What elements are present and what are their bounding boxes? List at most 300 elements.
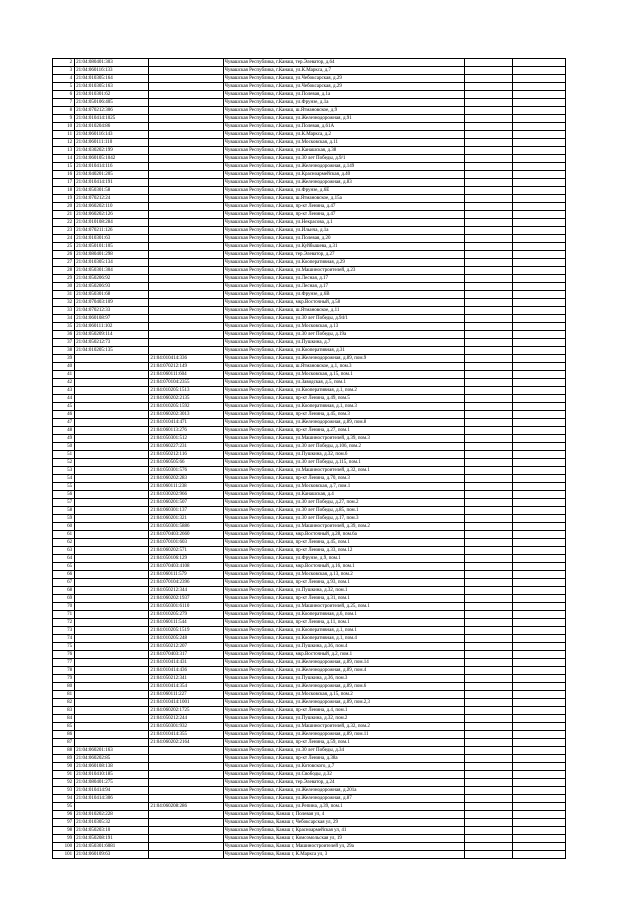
cadastral-number-land-cell bbox=[75, 395, 149, 403]
cadastral-number-land-cell: 21:04:060109:63 bbox=[75, 851, 149, 859]
table-row bbox=[53, 115, 566, 123]
cadastral-number-land-cell bbox=[75, 603, 149, 611]
table-row bbox=[53, 123, 566, 131]
empty-cell bbox=[464, 435, 512, 443]
table-row bbox=[53, 555, 566, 563]
row-number-cell: 17 bbox=[53, 179, 75, 187]
address-cell: Чувашская Республика, г.Канаш, ул.Кооперативная, д.1, пом.2 bbox=[223, 387, 464, 395]
empty-cell bbox=[512, 523, 565, 531]
row-number-cell: 55 bbox=[53, 483, 75, 491]
table-row bbox=[53, 843, 566, 851]
empty-cell bbox=[512, 491, 565, 499]
cadastral-number-land-cell: 21:04:060111:110 bbox=[75, 139, 149, 147]
table-row bbox=[53, 171, 566, 179]
cadastral-number-land-cell: 21:04:010414:1025 bbox=[75, 115, 149, 123]
row-number-cell: 56 bbox=[53, 491, 75, 499]
table-row bbox=[53, 83, 566, 91]
cadastral-number-land-cell bbox=[75, 635, 149, 643]
empty-cell bbox=[512, 379, 565, 387]
cadastral-number-land-cell: 21:04:070212:33 bbox=[75, 307, 149, 315]
empty-cell bbox=[464, 467, 512, 475]
empty-cell bbox=[512, 731, 565, 739]
row-number-cell: 93 bbox=[53, 787, 75, 795]
empty-cell bbox=[512, 395, 565, 403]
cadastral-number-premises-cell bbox=[149, 323, 223, 331]
table-row bbox=[53, 403, 566, 411]
table-row bbox=[53, 851, 566, 859]
empty-cell bbox=[512, 227, 565, 235]
empty-cell bbox=[464, 331, 512, 339]
row-number-cell: 90 bbox=[53, 763, 75, 771]
cadastral-number-land-cell: 21:04:010414:94 bbox=[75, 787, 149, 795]
empty-cell bbox=[512, 475, 565, 483]
cadastral-number-land-cell: 21:04:050301:58 bbox=[75, 187, 149, 195]
address-cell: Чувашская Республика, г.Канаш, ул.Железнодорожная, д.89, пом.14 bbox=[223, 659, 464, 667]
empty-cell bbox=[464, 259, 512, 267]
empty-cell bbox=[464, 387, 512, 395]
cadastral-number-premises-cell: 21:04:070101:603 bbox=[149, 539, 223, 547]
cadastral-number-land-cell bbox=[75, 451, 149, 459]
cadastral-number-premises-cell bbox=[149, 195, 223, 203]
registry-table bbox=[52, 58, 566, 859]
cadastral-number-land-cell bbox=[75, 435, 149, 443]
empty-cell bbox=[512, 603, 565, 611]
address-cell: Чувашская Республика, г.Канаш, мкр.Восточный, д.16, пом.1 bbox=[223, 563, 464, 571]
empty-cell bbox=[464, 547, 512, 555]
cadastral-number-land-cell bbox=[75, 355, 149, 363]
cadastral-number-premises-cell bbox=[149, 755, 223, 763]
empty-cell bbox=[512, 155, 565, 163]
empty-cell bbox=[464, 523, 512, 531]
table-row bbox=[53, 59, 566, 67]
empty-cell bbox=[512, 563, 565, 571]
cadastral-number-land-cell bbox=[75, 651, 149, 659]
row-number-cell: 18 bbox=[53, 187, 75, 195]
address-cell: Чувашская Республика, г.Канаш, ул.30 лет Победы, д.17, пом.3 bbox=[223, 515, 464, 523]
cadastral-number-premises-cell: 21:04:010414:436 bbox=[149, 667, 223, 675]
address-cell: Чувашская Республика, г.Канаш, пр-кт Ленина, д.31, пом.1 bbox=[223, 595, 464, 603]
address-cell: Чувашская Республика, Канаш г, К.Маркса ул, 3 bbox=[223, 851, 464, 859]
empty-cell bbox=[464, 691, 512, 699]
empty-cell bbox=[512, 435, 565, 443]
address-cell: Чувашская Республика, г.Канаш, ул.30 лет Победы, д.85, пом.1 bbox=[223, 507, 464, 515]
cadastral-number-land-cell: 21:04:010414:306 bbox=[75, 795, 149, 803]
empty-cell bbox=[512, 659, 565, 667]
address-cell: Чувашская Республика, г.Канаш, пр-кт Ленина, д.11, пом.1 bbox=[223, 619, 464, 627]
row-number-cell: 32 bbox=[53, 299, 75, 307]
table-row bbox=[53, 355, 566, 363]
address-cell: Чувашская Республика, г.Канаш, ул.Железнодорожная, д.91 bbox=[223, 115, 464, 123]
cadastral-number-premises-cell: 21:04:050106:129 bbox=[149, 555, 223, 563]
empty-cell bbox=[464, 419, 512, 427]
address-cell: Чувашская Республика, г.Канаш, ул.30 лет Победы, д.106, пом.2 bbox=[223, 443, 464, 451]
row-number-cell: 88 bbox=[53, 747, 75, 755]
empty-cell bbox=[464, 283, 512, 291]
empty-cell bbox=[512, 619, 565, 627]
cadastral-number-premises-cell bbox=[149, 819, 223, 827]
address-cell: Чувашская Республика, г.Канаш, ул.30 лет Победы, д.115, пом.1 bbox=[223, 459, 464, 467]
empty-cell bbox=[512, 531, 565, 539]
cadastral-number-premises-cell: 21:04:050301:6110 bbox=[149, 603, 223, 611]
address-cell: Чувашская Республика, г.Канаш, ул.Некрасова, д.1 bbox=[223, 219, 464, 227]
empty-cell bbox=[464, 275, 512, 283]
address-cell: Чувашская Республика, г.Канаш, ш.Ятмановское, д.11 bbox=[223, 307, 464, 315]
empty-cell bbox=[464, 307, 512, 315]
table-row bbox=[53, 291, 566, 299]
cadastral-number-premises-cell bbox=[149, 307, 223, 315]
table-row bbox=[53, 155, 566, 163]
empty-cell bbox=[512, 211, 565, 219]
empty-cell bbox=[512, 243, 565, 251]
address-cell: Чувашская Республика, г.Канаш, ул.Московская, д.13 bbox=[223, 323, 464, 331]
empty-cell bbox=[464, 787, 512, 795]
row-number-cell: 98 bbox=[53, 827, 75, 835]
cadastral-number-premises-cell bbox=[149, 243, 223, 251]
cadastral-number-premises-cell bbox=[149, 107, 223, 115]
cadastral-number-premises-cell: 21:04:060201:507 bbox=[149, 499, 223, 507]
cadastral-number-land-cell bbox=[75, 531, 149, 539]
empty-cell bbox=[512, 763, 565, 771]
address-cell: Чувашская Республика, г.Канаш, ул.Машиностроителей, д.32, пом.2 bbox=[223, 723, 464, 731]
empty-cell bbox=[512, 235, 565, 243]
address-cell: Чувашская Республика, г.Канаш, пр-кт Ленина, д.47 bbox=[223, 211, 464, 219]
cadastral-number-premises-cell bbox=[149, 331, 223, 339]
empty-cell bbox=[512, 739, 565, 747]
address-cell: Чувашская Республика, г.Канаш, ул.Фрунзе, д.6В bbox=[223, 291, 464, 299]
empty-cell bbox=[512, 171, 565, 179]
address-cell: Чувашская Республика, г.Канаш, мкр.Восточный, д.28, пом.6а bbox=[223, 531, 464, 539]
address-cell: Чувашская Республика, г.Канаш, ул.Репина, д.39, пом.1 bbox=[223, 803, 464, 811]
empty-cell bbox=[512, 267, 565, 275]
cadastral-number-premises-cell bbox=[149, 275, 223, 283]
row-number-cell: 87 bbox=[53, 739, 75, 747]
cadastral-number-land-cell: 21:04:060116:133 bbox=[75, 67, 149, 75]
cadastral-number-land-cell: 21:04:030202:199 bbox=[75, 147, 149, 155]
table-row bbox=[53, 419, 566, 427]
cadastral-number-land-cell: 21:04:080401:275 bbox=[75, 779, 149, 787]
cadastral-number-premises-cell: 21:04:060111:579 bbox=[149, 571, 223, 579]
empty-cell bbox=[512, 427, 565, 435]
row-number-cell: 48 bbox=[53, 427, 75, 435]
empty-cell bbox=[464, 555, 512, 563]
cadastral-number-land-cell: 21:04:010410:185 bbox=[75, 771, 149, 779]
row-number-cell: 34 bbox=[53, 315, 75, 323]
cadastral-number-land-cell: 21:04:060201:163 bbox=[75, 747, 149, 755]
table-row bbox=[53, 235, 566, 243]
cadastral-number-land-cell bbox=[75, 371, 149, 379]
table-row bbox=[53, 203, 566, 211]
empty-cell bbox=[512, 411, 565, 419]
cadastral-number-land-cell: 21:04:060108:138 bbox=[75, 763, 149, 771]
empty-cell bbox=[512, 307, 565, 315]
empty-cell bbox=[512, 59, 565, 67]
address-cell: Чувашская Республика, г.Канаш, пр-кт Ленина, д.93, пом.1 bbox=[223, 579, 464, 587]
empty-cell bbox=[512, 595, 565, 603]
row-number-cell: 5 bbox=[53, 83, 75, 91]
cadastral-number-premises-cell bbox=[149, 155, 223, 163]
empty-cell bbox=[464, 811, 512, 819]
cadastral-number-premises-cell bbox=[149, 123, 223, 131]
address-cell: Чувашская Республика, г.Канаш, ул.Лесная, д.17 bbox=[223, 275, 464, 283]
address-cell: Чувашская Республика, г.Канаш, ул.Железнодорожная, д.89, пом.2,3 bbox=[223, 699, 464, 707]
table-row bbox=[53, 563, 566, 571]
cadastral-number-land-cell: 21:04:040201:205 bbox=[75, 171, 149, 179]
address-cell: Чувашская Республика, г.Канаш, ул.Пушкина, д.36, пом.3 bbox=[223, 675, 464, 683]
address-cell: Чувашская Республика, г.Канаш, пр-кт Ленина, д.38а bbox=[223, 755, 464, 763]
table-row bbox=[53, 651, 566, 659]
cadastral-number-land-cell bbox=[75, 611, 149, 619]
row-number-cell: 96 bbox=[53, 811, 75, 819]
row-number-cell: 7 bbox=[53, 99, 75, 107]
row-number-cell: 36 bbox=[53, 331, 75, 339]
empty-cell bbox=[512, 747, 565, 755]
cadastral-number-premises-cell: 21:04:050212:344 bbox=[149, 587, 223, 595]
row-number-cell: 3 bbox=[53, 67, 75, 75]
row-number-cell: 25 bbox=[53, 243, 75, 251]
address-cell: Чувашская Республика, г.Канаш, ул.Машиностроителей, д.39, пом.3 bbox=[223, 435, 464, 443]
cadastral-number-premises-cell bbox=[149, 171, 223, 179]
address-cell: Чувашская Республика, г.Канаш, ул.Пушкина, д.36, пом.4 bbox=[223, 643, 464, 651]
cadastral-number-premises-cell: 21:04:010414:1001 bbox=[149, 699, 223, 707]
empty-cell bbox=[512, 851, 565, 859]
empty-cell bbox=[512, 635, 565, 643]
row-number-cell: 64 bbox=[53, 555, 75, 563]
empty-cell bbox=[464, 75, 512, 83]
row-number-cell: 79 bbox=[53, 675, 75, 683]
address-cell: Чувашская Республика, г.Канаш, пр-кт Ленина, д.45, пом.1 bbox=[223, 539, 464, 547]
cadastral-number-premises-cell bbox=[149, 747, 223, 755]
cadastral-number-land-cell bbox=[75, 475, 149, 483]
empty-cell bbox=[464, 371, 512, 379]
row-number-cell: 23 bbox=[53, 227, 75, 235]
row-number-cell: 16 bbox=[53, 171, 75, 179]
empty-cell bbox=[512, 627, 565, 635]
empty-cell bbox=[512, 131, 565, 139]
empty-cell bbox=[512, 803, 565, 811]
cadastral-number-premises-cell: 21:04:060111:544 bbox=[149, 619, 223, 627]
row-number-cell: 67 bbox=[53, 579, 75, 587]
cadastral-number-premises-cell bbox=[149, 83, 223, 91]
address-cell: Чувашская Республика, г.Канаш, ш.Ятмановское, д.9 bbox=[223, 107, 464, 115]
address-cell: Чувашская Республика, г.Канаш, мкр.Восточный, д.58 bbox=[223, 299, 464, 307]
cadastral-number-land-cell: 21:04:060116:143 bbox=[75, 131, 149, 139]
table-row bbox=[53, 579, 566, 587]
row-number-cell: 77 bbox=[53, 659, 75, 667]
address-cell: Чувашская Республика, г.Канаш, ул.К.Маркса, д.2 bbox=[223, 131, 464, 139]
cadastral-number-land-cell bbox=[75, 715, 149, 723]
empty-cell bbox=[464, 515, 512, 523]
empty-cell bbox=[464, 819, 512, 827]
row-number-cell: 37 bbox=[53, 339, 75, 347]
empty-cell bbox=[464, 107, 512, 115]
row-number-cell: 27 bbox=[53, 259, 75, 267]
row-number-cell: 80 bbox=[53, 683, 75, 691]
empty-cell bbox=[512, 683, 565, 691]
empty-cell bbox=[512, 499, 565, 507]
table-row bbox=[53, 675, 566, 683]
empty-cell bbox=[464, 243, 512, 251]
table-row bbox=[53, 739, 566, 747]
empty-cell bbox=[512, 555, 565, 563]
empty-cell bbox=[512, 203, 565, 211]
empty-cell bbox=[464, 683, 512, 691]
empty-cell bbox=[512, 651, 565, 659]
address-cell: Чувашская Республика, г.Канаш, пр-кт Ленина, д.70, пом.3 bbox=[223, 475, 464, 483]
address-cell: Чувашская Республика, г.Канаш, ул.Железнодорожная, д.87 bbox=[223, 795, 464, 803]
table-row bbox=[53, 131, 566, 139]
empty-cell bbox=[464, 451, 512, 459]
empty-cell bbox=[464, 227, 512, 235]
cadastral-number-premises-cell bbox=[149, 787, 223, 795]
table-row bbox=[53, 595, 566, 603]
empty-cell bbox=[464, 379, 512, 387]
cadastral-number-premises-cell: 21:04:070403:4108 bbox=[149, 563, 223, 571]
cadastral-number-land-cell bbox=[75, 571, 149, 579]
address-cell: Чувашская Республика, г.Канаш, ул.Полевая, д.61А bbox=[223, 123, 464, 131]
row-number-cell: 28 bbox=[53, 267, 75, 275]
address-cell: Чувашская Республика, Канаш г, Машиностроителей ул, 29а bbox=[223, 843, 464, 851]
empty-cell bbox=[512, 787, 565, 795]
empty-cell bbox=[464, 83, 512, 91]
table-row bbox=[53, 67, 566, 75]
empty-cell bbox=[464, 675, 512, 683]
row-number-cell: 101 bbox=[53, 851, 75, 859]
empty-cell bbox=[512, 283, 565, 291]
empty-cell bbox=[512, 715, 565, 723]
table-row bbox=[53, 427, 566, 435]
empty-cell bbox=[512, 163, 565, 171]
cadastral-number-premises-cell: 21:04:010414:354 bbox=[149, 683, 223, 691]
empty-cell bbox=[464, 427, 512, 435]
empty-cell bbox=[464, 363, 512, 371]
cadastral-number-land-cell: 21:04:050203:10 bbox=[75, 827, 149, 835]
table-row bbox=[53, 187, 566, 195]
address-cell: Чувашская Республика, г.Канаш, пр-кт Ленина, д.47 bbox=[223, 203, 464, 211]
cadastral-number-land-cell: 21:04:060202:85 bbox=[75, 755, 149, 763]
empty-cell bbox=[512, 331, 565, 339]
empty-cell bbox=[512, 275, 565, 283]
empty-cell bbox=[464, 619, 512, 627]
cadastral-number-land-cell: 21:04:050212:73 bbox=[75, 339, 149, 347]
empty-cell bbox=[512, 179, 565, 187]
cadastral-number-premises-cell bbox=[149, 843, 223, 851]
cadastral-number-land-cell bbox=[75, 731, 149, 739]
row-number-cell: 39 bbox=[53, 355, 75, 363]
table-row bbox=[53, 691, 566, 699]
cadastral-number-land-cell: 21:04:070403:109 bbox=[75, 299, 149, 307]
empty-cell bbox=[512, 107, 565, 115]
table-row bbox=[53, 243, 566, 251]
table-row bbox=[53, 811, 566, 819]
cadastral-number-premises-cell bbox=[149, 835, 223, 843]
table-row bbox=[53, 539, 566, 547]
empty-cell bbox=[464, 99, 512, 107]
address-cell: Чувашская Республика, г.Канаш, ул.Лесная, д.17 bbox=[223, 283, 464, 291]
table-row bbox=[53, 523, 566, 531]
empty-cell bbox=[464, 659, 512, 667]
cadastral-number-premises-cell: 21:04:070403:2660 bbox=[149, 531, 223, 539]
address-cell: Чувашская Республика, г.Канаш, ул.Пушкина, д.7 bbox=[223, 339, 464, 347]
address-cell: Чувашская Республика, г.Канаш, мкр.Восточный, д.2, пом.1 bbox=[223, 651, 464, 659]
address-cell: Чувашская Республика, г.Канаш, пр-кт Ленина, д.49, пом.5 bbox=[223, 395, 464, 403]
cadastral-number-premises-cell bbox=[149, 67, 223, 75]
empty-cell bbox=[512, 547, 565, 555]
address-cell: Чувашская Республика, г.Канаш, ул.Кооперативная, д.1, пом.4 bbox=[223, 635, 464, 643]
cadastral-number-premises-cell: 21:04:050212:341 bbox=[149, 675, 223, 683]
cadastral-number-premises-cell bbox=[149, 811, 223, 819]
empty-cell bbox=[464, 139, 512, 147]
empty-cell bbox=[464, 611, 512, 619]
empty-cell bbox=[464, 699, 512, 707]
table-row bbox=[53, 715, 566, 723]
address-cell: Чувашская Республика, г.Канаш, ул.30 лет Победы, д.19а bbox=[223, 331, 464, 339]
empty-cell bbox=[464, 211, 512, 219]
empty-cell bbox=[464, 91, 512, 99]
address-cell: Чувашская Республика, г.Канаш, ул.Канашская, д.4 bbox=[223, 491, 464, 499]
empty-cell bbox=[464, 723, 512, 731]
cadastral-number-land-cell bbox=[75, 467, 149, 475]
cadastral-number-premises-cell: 21:04:060227:231 bbox=[149, 443, 223, 451]
address-cell: Чувашская Республика, г.Канаш, ул.Железнодорожная, д.89, пом.9 bbox=[223, 355, 464, 363]
address-cell: Чувашская Республика, г.Канаш, пр-кт Ленина, д.4, пом.1 bbox=[223, 707, 464, 715]
address-cell: Чувашская Республика, г.Канаш, ул.К.Маркса, д.7 bbox=[223, 67, 464, 75]
address-cell: Чувашская Республика, г.Канаш, ул.Красноармейская, д.40 bbox=[223, 171, 464, 179]
table-row bbox=[53, 747, 566, 755]
address-cell: Чувашская Республика, г.Канаш, ул.Кооперативная, д.29 bbox=[223, 259, 464, 267]
address-cell: Чувашская Республика, г.Канаш, ул.Кооперативная, д.1, пом.1 bbox=[223, 627, 464, 635]
cadastral-number-premises-cell: 21:04:060111:604 bbox=[149, 371, 223, 379]
cadastral-number-land-cell bbox=[75, 363, 149, 371]
row-number-cell: 60 bbox=[53, 523, 75, 531]
empty-cell bbox=[464, 251, 512, 259]
row-number-cell: 35 bbox=[53, 323, 75, 331]
cadastral-number-premises-cell bbox=[149, 315, 223, 323]
empty-cell bbox=[512, 147, 565, 155]
cadastral-number-premises-cell bbox=[149, 795, 223, 803]
empty-cell bbox=[512, 611, 565, 619]
empty-cell bbox=[464, 267, 512, 275]
empty-cell bbox=[464, 355, 512, 363]
cadastral-number-land-cell: 21:04:010305:32 bbox=[75, 819, 149, 827]
address-cell: Чувашская Республика, г.Канаш, ул.Ильича, д.1а bbox=[223, 227, 464, 235]
address-cell: Чувашская Республика, г.Канаш, ул.Куйбышева, д.31 bbox=[223, 243, 464, 251]
address-cell: Чувашская Республика, г.Канаш, ул.30 лет Победы, д.34 bbox=[223, 747, 464, 755]
table-row bbox=[53, 451, 566, 459]
empty-cell bbox=[512, 115, 565, 123]
row-number-cell: 86 bbox=[53, 731, 75, 739]
empty-cell bbox=[512, 819, 565, 827]
cadastral-number-land-cell: 21:04:050208:191 bbox=[75, 835, 149, 843]
row-number-cell: 73 bbox=[53, 627, 75, 635]
row-number-cell: 19 bbox=[53, 195, 75, 203]
empty-cell bbox=[512, 539, 565, 547]
table-row bbox=[53, 755, 566, 763]
row-number-cell: 83 bbox=[53, 707, 75, 715]
empty-cell bbox=[464, 483, 512, 491]
cadastral-number-land-cell: 21:04:010414:191 bbox=[75, 179, 149, 187]
empty-cell bbox=[464, 171, 512, 179]
address-cell: Чувашская Республика, г.Канаш, тер.Элеватор, д.24 bbox=[223, 779, 464, 787]
cadastral-number-land-cell bbox=[75, 619, 149, 627]
cadastral-number-land-cell bbox=[75, 507, 149, 515]
table-row bbox=[53, 195, 566, 203]
empty-cell bbox=[512, 67, 565, 75]
address-cell: Чувашская Республика, Канаш г, Красноармейская ул, 41 bbox=[223, 827, 464, 835]
table-row bbox=[53, 795, 566, 803]
cadastral-number-premises-cell bbox=[149, 347, 223, 355]
cadastral-number-land-cell bbox=[75, 699, 149, 707]
table-row bbox=[53, 219, 566, 227]
